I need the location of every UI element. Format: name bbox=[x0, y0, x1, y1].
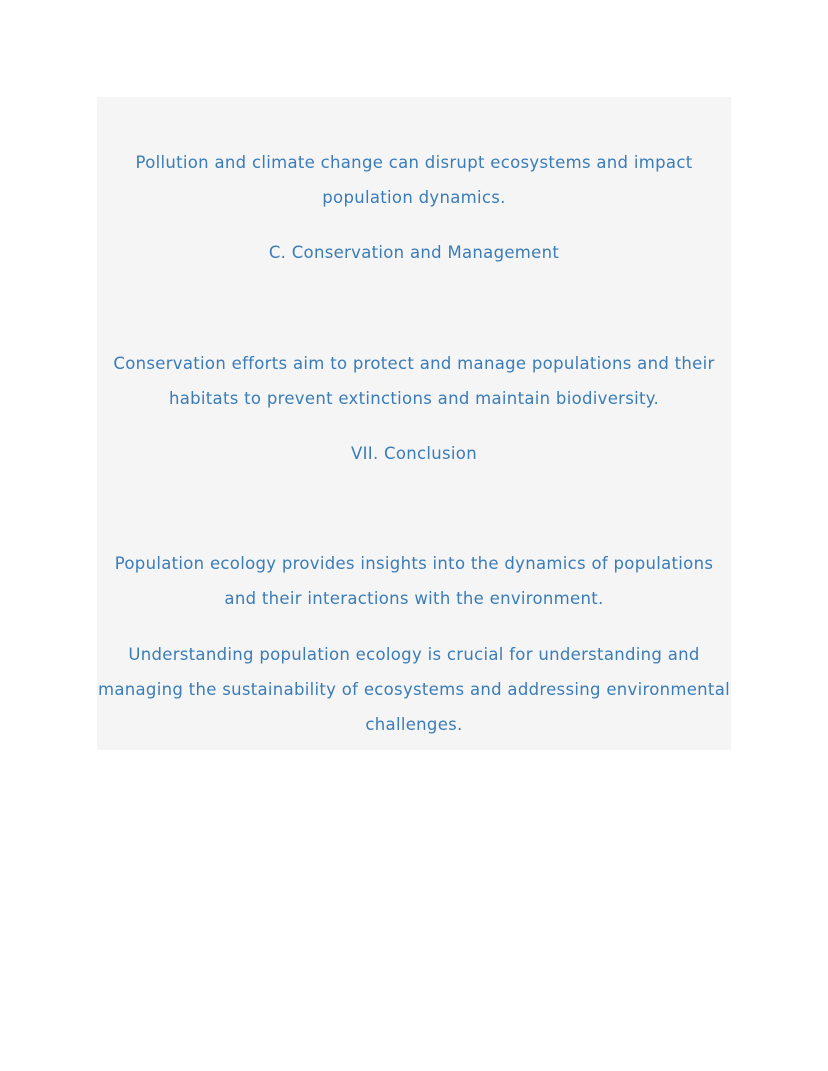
heading-conservation-management: C. Conservation and Management bbox=[268, 243, 560, 262]
paragraph-pollution-climate: Pollution and climate change can disrupt ecosystems and impact population dynamics. bbox=[135, 153, 693, 207]
paragraph-population-insights: Population ecology provides insights into the dynamics of populations and their interactions with the environment. bbox=[114, 554, 714, 608]
content-panel bbox=[97, 97, 731, 750]
heading-conclusion: VII. Conclusion bbox=[351, 444, 477, 463]
paragraph-conservation-efforts: Conservation efforts aim to protect and manage populations and their habitats to prevent extinctions and maintain biodiversity. bbox=[113, 354, 715, 408]
paragraph-understanding-ecology: Understanding population ecology is crucial for understanding and managing the sustainability of ecosystems and addressing environmental challenges. bbox=[97, 645, 730, 734]
